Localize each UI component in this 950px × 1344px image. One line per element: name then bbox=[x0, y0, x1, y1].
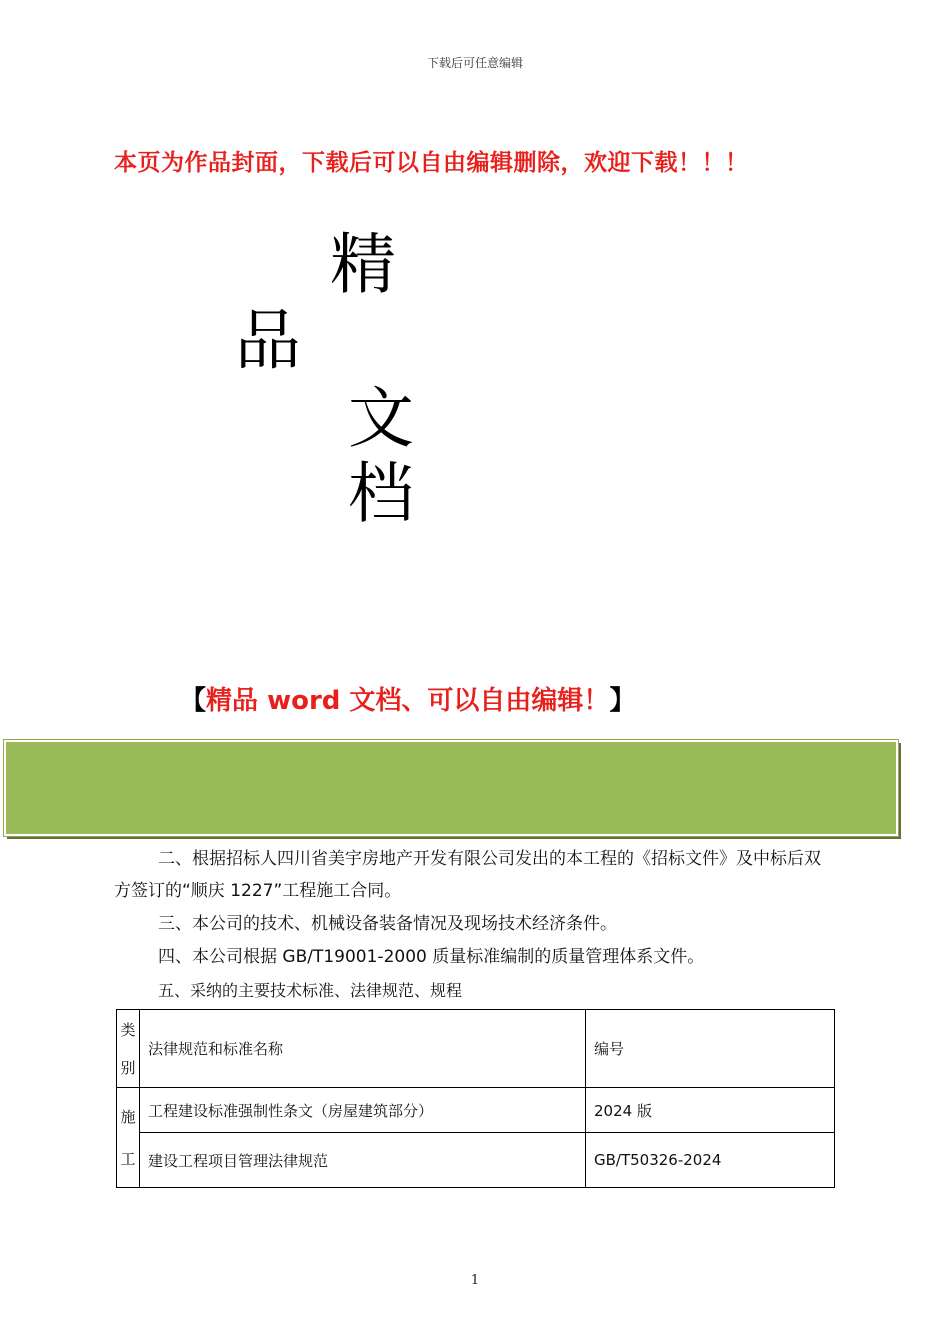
row-name-cell: 建设工程项目管理法律规范 bbox=[140, 1133, 586, 1188]
row-code-cell: 2024 版 bbox=[586, 1088, 835, 1133]
category-line2: 工 bbox=[120, 1149, 136, 1168]
category-cell bbox=[117, 1088, 140, 1188]
header-code-cell: 编号 bbox=[586, 1010, 835, 1088]
banner-close-bracket: 】 bbox=[609, 686, 636, 716]
paragraph-5: 五、采纳的主要技术标准、法律规范、规程 bbox=[158, 981, 463, 1000]
table-header-row bbox=[117, 1010, 835, 1088]
standards-table bbox=[116, 1009, 835, 1188]
paragraph-2: 二、根据招标人四川省美宇房地产开发有限公司发出的本工程的《招标文件》及中标后双方签订的“顺庆 1227”工程施工合同。 bbox=[114, 849, 821, 901]
cover-char-pin: 品 bbox=[235, 302, 301, 379]
page-number: 1 bbox=[470, 1273, 480, 1288]
header-type-line2: 别 bbox=[120, 1058, 136, 1077]
cover-char-jing: 精 bbox=[330, 226, 396, 303]
header-type-cell bbox=[117, 1010, 140, 1088]
page-header-note: 下载后可任意编辑 bbox=[426, 56, 523, 70]
header-name-cell: 法律规范和标准名称 bbox=[140, 1010, 586, 1088]
row-name-cell: 工程建设标准强制性条文（房屋建筑部分） bbox=[140, 1088, 586, 1133]
cover-notice: 本页为作品封面，下载后可以自由编辑删除，欢迎下载！！！ bbox=[114, 150, 749, 176]
banner-text: 精品 word 文档、可以自由编辑！ bbox=[206, 686, 610, 716]
cover-char-dang: 档 bbox=[348, 455, 414, 532]
banner-open-bracket: 【 bbox=[180, 686, 207, 716]
header-type-line1: 类 bbox=[120, 1020, 136, 1039]
category-line1: 施 bbox=[120, 1107, 136, 1126]
green-title-box bbox=[4, 740, 898, 836]
paragraph-4: 四、本公司根据 GB/T19001-2000 质量标准编制的质量管理体系文件。 bbox=[158, 947, 705, 967]
word-doc-banner bbox=[180, 680, 635, 717]
table-row bbox=[117, 1133, 835, 1188]
cover-char-wen: 文 bbox=[348, 380, 414, 457]
row-code-cell: GB/T50326-2024 bbox=[586, 1133, 835, 1188]
paragraph-3: 三、本公司的技术、机械设备装备情况及现场技术经济条件。 bbox=[158, 914, 617, 934]
table-row bbox=[117, 1088, 835, 1133]
